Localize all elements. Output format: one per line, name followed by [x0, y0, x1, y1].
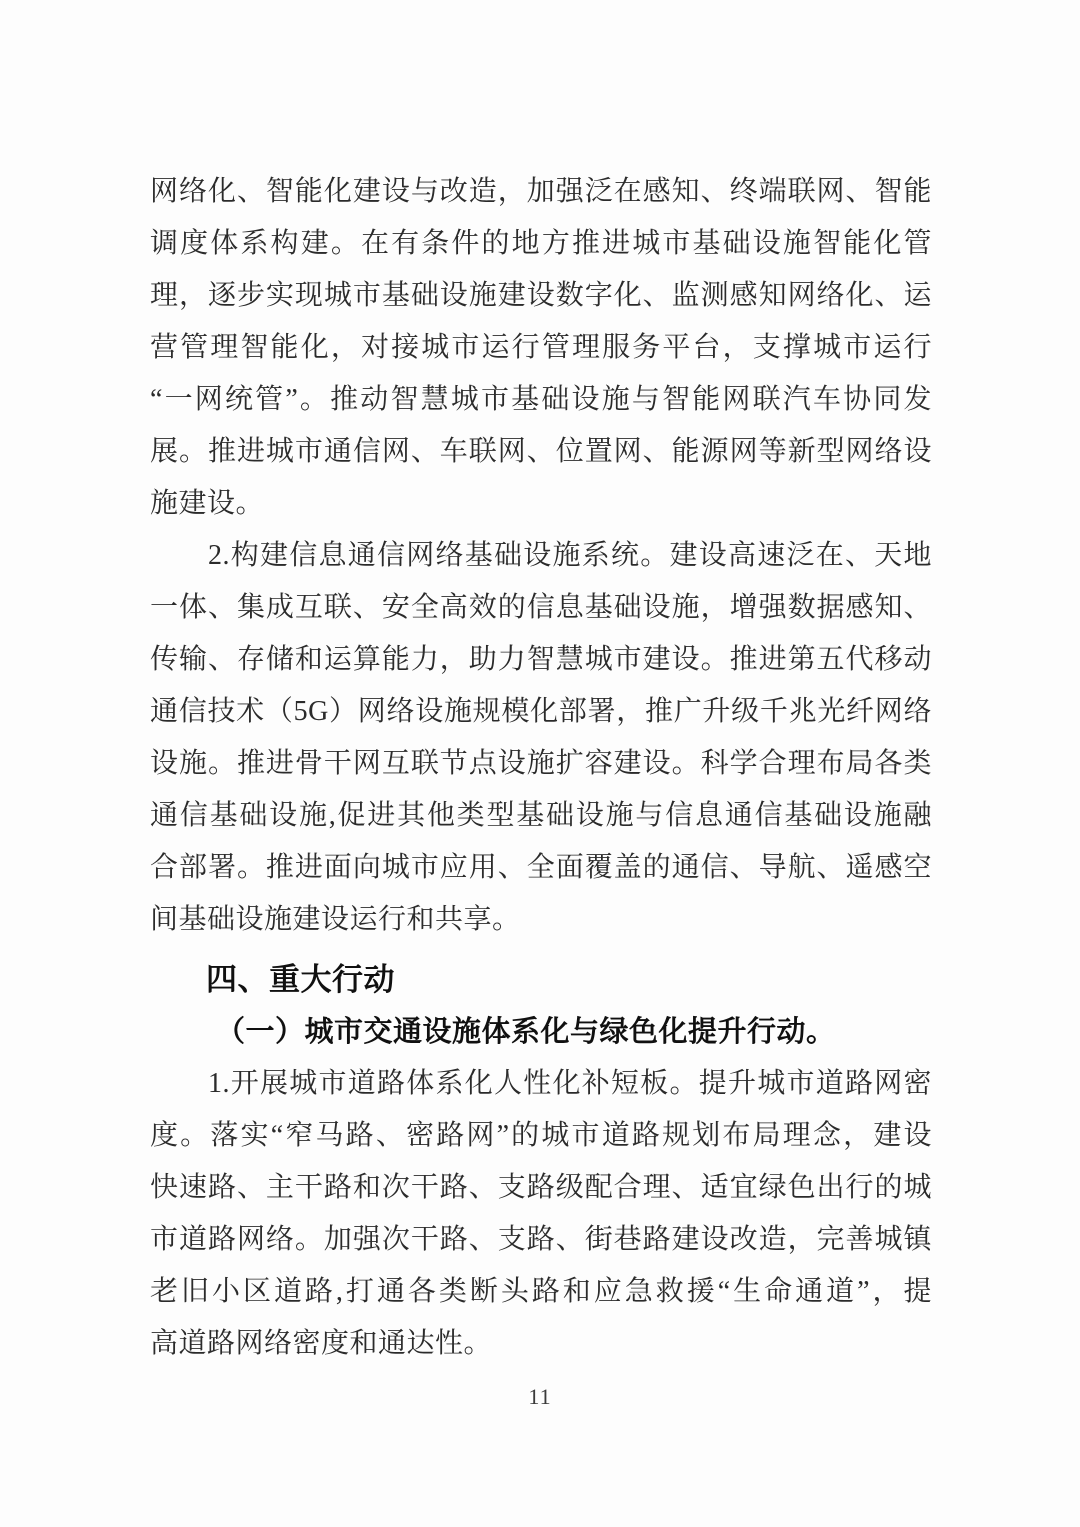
text-line: 展。推进城市通信网、车联网、位置网、能源网等新型网络设 — [150, 436, 932, 467]
text-line: 传输、存储和运算能力，助力智慧城市建设。推进第五代移动 — [150, 644, 932, 675]
text-line: 施建设。 — [150, 488, 265, 519]
text-line: 快速路、主干路和次干路、支路级配合理、适宜绿色出行的城 — [150, 1172, 932, 1203]
text-line: 网络化、智能化建设与改造，加强泛在感知、终端联网、智能 — [150, 176, 932, 207]
text-line: 市道路网络。加强次干路、支路、街巷路建设改造，完善城镇 — [150, 1224, 932, 1255]
text-line: “一网统管”。推动智慧城市基础设施与智能网联汽车协同发 — [150, 384, 932, 415]
text-line: 营管理智能化，对接城市运行管理服务平台，支撑城市运行 — [150, 332, 932, 363]
text-line: 理，逐步实现城市基础设施建设数字化、监测感知网络化、运 — [150, 280, 932, 311]
text-line: 高道路网络密度和通达性。 — [150, 1328, 493, 1359]
text-line: 合部署。推进面向城市应用、全面覆盖的通信、导航、遥感空 — [150, 852, 932, 883]
text-line: 1.开展城市道路体系化人性化补短板。提升城市道路网密 — [208, 1068, 932, 1099]
text-line: 间基础设施建设运行和共享。 — [150, 904, 521, 935]
page-number: 11 — [528, 1384, 552, 1409]
subsection-heading-1-urban-transport: （一）城市交通设施体系化与绿色化提升行动。 — [216, 1016, 836, 1048]
document-text — [150, 166, 932, 1370]
text-line: 通信基础设施,促进其他类型基础设施与信息通信基础设施融 — [150, 800, 932, 831]
text-line: 一体、集成互联、安全高效的信息基础设施，增强数据感知、 — [150, 592, 932, 623]
text-line: 度。落实“窄马路、密路网”的城市道路规划布局理念，建设 — [150, 1120, 932, 1151]
text-line: 调度体系构建。在有条件的地方推进城市基础设施智能化管 — [150, 228, 932, 259]
section-heading-4-major-actions: 四、重大行动 — [206, 962, 395, 997]
text-line: 2.构建信息通信网络基础设施系统。建设高速泛在、天地 — [208, 540, 932, 571]
text-line: 设施。推进骨干网互联节点设施扩容建设。科学合理布局各类 — [150, 748, 932, 779]
text-line: 通信技术（5G）网络设施规模化部署，推广升级千兆光纤网络 — [150, 696, 932, 727]
text-line: 老旧小区道路,打通各类断头路和应急救援“生命通道”，提 — [150, 1276, 932, 1307]
